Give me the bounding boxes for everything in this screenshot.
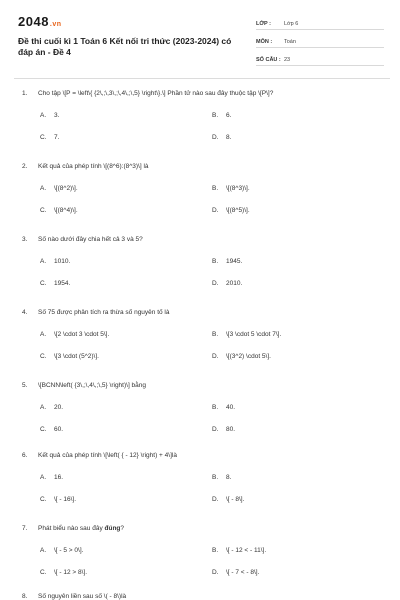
question-stem: Số 75 được phân tích ra thừa số nguyên tố là xyxy=(38,309,170,316)
option-text: 6. xyxy=(226,112,232,119)
option-text: \[3 \cdot (5^2)\]. xyxy=(54,353,99,360)
meta-row-class xyxy=(256,16,384,30)
option-letter: D. xyxy=(212,496,219,503)
meta-value: Toán xyxy=(284,39,296,45)
option-text: \[(8^3)\]. xyxy=(226,185,250,192)
question-number: 4. xyxy=(22,309,28,316)
question-stem-pre: Phát biểu nào sau đây xyxy=(38,525,105,532)
option-b[interactable] xyxy=(212,474,231,481)
option-letter: D. xyxy=(212,569,219,576)
option-text: \[(3^2) \cdot 5\]. xyxy=(226,353,271,360)
option-text: 1945. xyxy=(226,258,243,265)
option-text: 20. xyxy=(54,404,64,411)
option-a[interactable] xyxy=(40,185,78,192)
option-letter: C. xyxy=(40,496,47,503)
option-text: 8. xyxy=(226,474,232,481)
option-d[interactable] xyxy=(212,134,231,141)
question-number: 1. xyxy=(22,90,28,97)
question-stem: Kết quả của phép tính \[\left( { - 12} \right) + 4\]là xyxy=(38,452,177,459)
option-letter: D. xyxy=(212,353,219,360)
option-text: \[(8^4)\]. xyxy=(54,207,78,214)
option-letter: A. xyxy=(40,331,47,338)
option-letter: C. xyxy=(40,426,47,433)
option-text: 3. xyxy=(54,112,60,119)
option-a[interactable] xyxy=(40,404,63,411)
question-stem-bold: đúng xyxy=(104,525,121,532)
option-letter: C. xyxy=(40,207,47,214)
option-letter: B. xyxy=(212,185,219,192)
page-title: Đề thi cuối kì 1 Toán 6 Kết nối tri thức (2023-2024) có đáp án - Đề 4 xyxy=(18,36,232,57)
site-logo[interactable] xyxy=(18,14,62,29)
question-stem: Số nguyên liền sau số \( - 8\)là xyxy=(38,593,127,600)
question-text xyxy=(22,452,177,459)
option-a[interactable] xyxy=(40,258,70,265)
question-number: 5. xyxy=(22,382,28,389)
option-a[interactable] xyxy=(40,547,83,554)
option-letter: D. xyxy=(212,280,219,287)
option-d[interactable] xyxy=(212,353,271,360)
question-number: 2. xyxy=(22,163,28,170)
option-b[interactable] xyxy=(212,404,235,411)
option-letter: C. xyxy=(40,134,47,141)
option-letter: D. xyxy=(212,426,219,433)
option-d[interactable] xyxy=(212,426,235,433)
question-stem: Cho tập \[P = \left\{ {2\,;\,3\,;\,4\,;\,5} \right\}.\] Phần tử nào sau đây thuộc tập \[P\]? xyxy=(38,90,274,97)
question-text xyxy=(22,163,149,170)
option-text: 80. xyxy=(226,426,236,433)
meta-value: 23 xyxy=(284,57,291,63)
option-letter: B. xyxy=(212,547,219,554)
option-letter: A. xyxy=(40,474,47,481)
option-letter: B. xyxy=(212,474,219,481)
option-d[interactable] xyxy=(212,280,242,287)
option-b[interactable] xyxy=(212,258,242,265)
logo-suffix: .vn xyxy=(49,21,62,28)
question-number: 3. xyxy=(22,236,28,243)
meta-label: SỐ CÂU : xyxy=(256,57,281,63)
option-letter: B. xyxy=(212,258,219,265)
question-stem: \[BCNN\left( {3\,;\,4\,;\,5} \right)\] bằng xyxy=(38,382,147,389)
option-letter: D. xyxy=(212,134,219,141)
exam-meta xyxy=(256,16,384,70)
meta-row-subject xyxy=(256,34,384,48)
header-divider xyxy=(14,78,390,79)
option-letter: A. xyxy=(40,112,47,119)
question-stem: Kết quả của phép tính \[(8^6):(8^3)\] là xyxy=(38,163,149,170)
option-text: 8. xyxy=(226,134,232,141)
question-number: 6. xyxy=(22,452,28,459)
question-stem: Số nào dưới đây chia hết cả 3 và 5? xyxy=(38,236,143,243)
option-c[interactable] xyxy=(40,207,78,214)
question-text xyxy=(22,236,143,243)
question-text xyxy=(22,382,146,389)
option-letter: C. xyxy=(40,569,47,576)
option-text: \[ - 12 < - 11\]. xyxy=(226,547,267,554)
question-stem-post: ? xyxy=(120,525,125,532)
option-text: \[ - 7 < - 8\]. xyxy=(226,569,260,576)
exam-page xyxy=(14,12,390,600)
question-number: 8. xyxy=(22,593,28,600)
option-text: 1954. xyxy=(54,280,71,287)
meta-value: Lớp 6 xyxy=(284,21,299,27)
option-text: 2010. xyxy=(226,280,243,287)
option-c[interactable] xyxy=(40,280,70,287)
option-letter: B. xyxy=(212,404,219,411)
question-text xyxy=(22,525,124,532)
option-c[interactable] xyxy=(40,496,76,503)
option-a[interactable] xyxy=(40,474,63,481)
option-text: 7. xyxy=(54,134,60,141)
option-letter: D. xyxy=(212,207,219,214)
option-b[interactable] xyxy=(212,547,266,554)
option-text: \[2 \cdot 3 \cdot 5\]. xyxy=(54,331,110,338)
option-b[interactable] xyxy=(212,185,250,192)
option-a[interactable] xyxy=(40,112,59,119)
option-d[interactable] xyxy=(212,496,244,503)
meta-label: LỚP : xyxy=(256,21,271,27)
option-text: \[(8^2)\]. xyxy=(54,185,78,192)
option-b[interactable] xyxy=(212,331,281,338)
option-letter: B. xyxy=(212,112,219,119)
option-c[interactable] xyxy=(40,353,99,360)
header xyxy=(14,12,390,76)
option-letter: C. xyxy=(40,353,47,360)
option-letter: B. xyxy=(212,331,219,338)
option-letter: A. xyxy=(40,185,47,192)
option-text: \[ - 8\]. xyxy=(226,496,245,503)
option-c[interactable] xyxy=(40,569,87,576)
option-text: \[ - 5 > 0\]. xyxy=(54,547,84,554)
option-b[interactable] xyxy=(212,112,231,119)
question-text xyxy=(22,309,170,316)
meta-row-question-count xyxy=(256,52,384,66)
option-text: 1010. xyxy=(54,258,71,265)
option-letter: A. xyxy=(40,258,47,265)
meta-label: MÔN : xyxy=(256,39,273,45)
option-text: \[ - 12 > 8\]. xyxy=(54,569,88,576)
option-text: \[ - 16\]. xyxy=(54,496,77,503)
question-text xyxy=(22,90,273,97)
option-d[interactable] xyxy=(212,569,259,576)
option-d[interactable] xyxy=(212,207,250,214)
question-text xyxy=(22,593,126,600)
option-text: 16. xyxy=(54,474,64,481)
option-letter: C. xyxy=(40,280,47,287)
option-c[interactable] xyxy=(40,426,63,433)
logo-text: 2048 xyxy=(18,14,49,29)
option-text: 40. xyxy=(226,404,236,411)
option-a[interactable] xyxy=(40,331,109,338)
option-text: \[(8^5)\]. xyxy=(226,207,250,214)
option-letter: A. xyxy=(40,404,47,411)
question-number: 7. xyxy=(22,525,28,532)
option-letter: A. xyxy=(40,547,47,554)
option-c[interactable] xyxy=(40,134,59,141)
option-text: 60. xyxy=(54,426,64,433)
option-text: \[3 \cdot 5 \cdot 7\]. xyxy=(226,331,282,338)
